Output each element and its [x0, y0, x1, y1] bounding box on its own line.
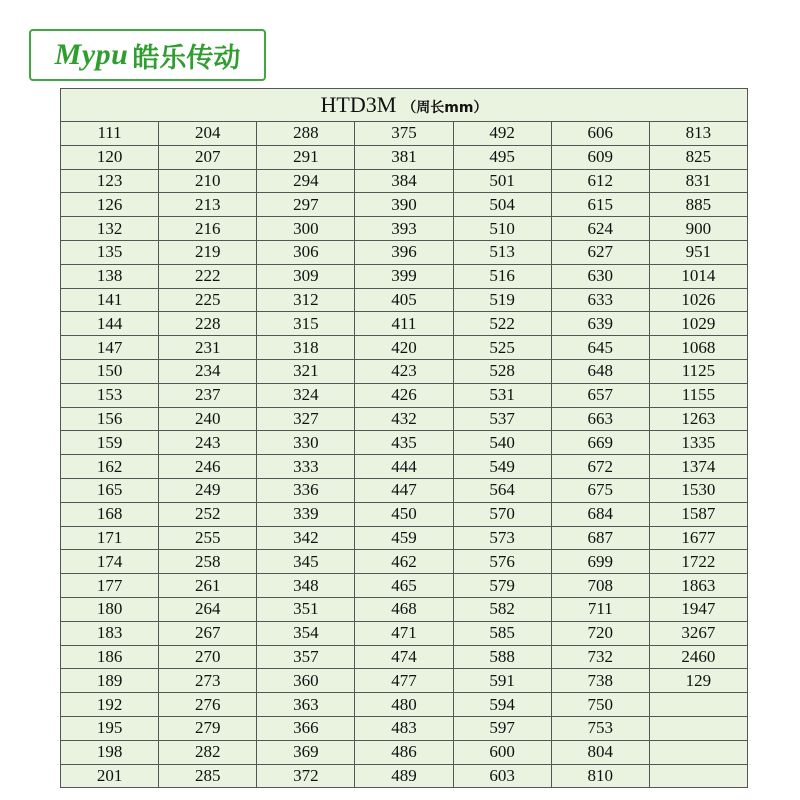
- table-cell: 597: [453, 716, 551, 740]
- table-cell: 345: [257, 550, 355, 574]
- table-cell: 252: [159, 502, 257, 526]
- table-row: [61, 217, 748, 241]
- table-cell: 624: [551, 217, 649, 241]
- table-cell: 132: [61, 217, 159, 241]
- table-cell: 321: [257, 359, 355, 383]
- table-cell: [649, 693, 747, 717]
- table-cell: 213: [159, 193, 257, 217]
- table-cell: 330: [257, 431, 355, 455]
- table-cell: 1335: [649, 431, 747, 455]
- table-cell: 129: [649, 669, 747, 693]
- table-cell: 711: [551, 597, 649, 621]
- table-cell: 699: [551, 550, 649, 574]
- table-cell: 405: [355, 288, 453, 312]
- table-row: [61, 526, 748, 550]
- table-cell: 489: [355, 764, 453, 788]
- table-cell: 633: [551, 288, 649, 312]
- table-cell: 594: [453, 693, 551, 717]
- table-row: [61, 407, 748, 431]
- table-row: [61, 431, 748, 455]
- table-cell: 249: [159, 478, 257, 502]
- table-row: [61, 383, 748, 407]
- table-cell: 255: [159, 526, 257, 550]
- table-cell: 207: [159, 145, 257, 169]
- table-cell: 504: [453, 193, 551, 217]
- table-cell: 354: [257, 621, 355, 645]
- table-cell: 813: [649, 122, 747, 146]
- table-row: [61, 669, 748, 693]
- table-cell: 657: [551, 383, 649, 407]
- table-cell: 471: [355, 621, 453, 645]
- table-cell: 450: [355, 502, 453, 526]
- table-cell: 486: [355, 740, 453, 764]
- table-cell: 519: [453, 288, 551, 312]
- brand-logo: [29, 29, 266, 81]
- table-row: [61, 693, 748, 717]
- table-cell: 738: [551, 669, 649, 693]
- table-cell: 525: [453, 336, 551, 360]
- table-cell: 426: [355, 383, 453, 407]
- table-cell: 306: [257, 240, 355, 264]
- table-cell: 1374: [649, 455, 747, 479]
- table-cell: [649, 716, 747, 740]
- table-cell: 165: [61, 478, 159, 502]
- table-row: [61, 122, 748, 146]
- table-body: [61, 122, 748, 788]
- table-cell: 1530: [649, 478, 747, 502]
- table-cell: 480: [355, 693, 453, 717]
- table-cell: 360: [257, 669, 355, 693]
- table-cell: 336: [257, 478, 355, 502]
- table-cell: 150: [61, 359, 159, 383]
- table-cell: 348: [257, 574, 355, 598]
- table-cell: 273: [159, 669, 257, 693]
- table-cell: 630: [551, 264, 649, 288]
- table-cell: 261: [159, 574, 257, 598]
- table-cell: 135: [61, 240, 159, 264]
- table-cell: 639: [551, 312, 649, 336]
- table-title-text: HTD3M: [320, 92, 397, 117]
- table-cell: 216: [159, 217, 257, 241]
- table-cell: 1026: [649, 288, 747, 312]
- table-cell: 645: [551, 336, 649, 360]
- table-cell: 144: [61, 312, 159, 336]
- table-cell: 588: [453, 645, 551, 669]
- table-cell: 474: [355, 645, 453, 669]
- table-cell: 627: [551, 240, 649, 264]
- table-cell: 279: [159, 716, 257, 740]
- table-cell: 366: [257, 716, 355, 740]
- table-cell: 153: [61, 383, 159, 407]
- table-row: [61, 716, 748, 740]
- table-cell: 363: [257, 693, 355, 717]
- table-cell: 669: [551, 431, 649, 455]
- table-cell: 606: [551, 122, 649, 146]
- table-row: [61, 597, 748, 621]
- table-cell: 282: [159, 740, 257, 764]
- table-row: [61, 336, 748, 360]
- table-cell: 384: [355, 169, 453, 193]
- table-cell: 198: [61, 740, 159, 764]
- table-cell: 579: [453, 574, 551, 598]
- table-cell: 339: [257, 502, 355, 526]
- table-unit-text: （周长mm）: [402, 100, 488, 116]
- logo-latin-text: Mypu: [54, 38, 129, 71]
- table-cell: 1677: [649, 526, 747, 550]
- table-cell: 603: [453, 764, 551, 788]
- table-row: [61, 455, 748, 479]
- table-row: [61, 169, 748, 193]
- table-cell: 435: [355, 431, 453, 455]
- table-cell: 300: [257, 217, 355, 241]
- table-cell: 204: [159, 122, 257, 146]
- table-cell: 1155: [649, 383, 747, 407]
- table-cell: 753: [551, 716, 649, 740]
- table-row: [61, 645, 748, 669]
- table-cell: 138: [61, 264, 159, 288]
- table-cell: 420: [355, 336, 453, 360]
- table-cell: 237: [159, 383, 257, 407]
- table-cell: 342: [257, 526, 355, 550]
- table-cell: 210: [159, 169, 257, 193]
- table-cell: 516: [453, 264, 551, 288]
- table-cell: 501: [453, 169, 551, 193]
- table-cell: 1263: [649, 407, 747, 431]
- table-cell: 375: [355, 122, 453, 146]
- table-cell: 234: [159, 359, 257, 383]
- table-cell: 531: [453, 383, 551, 407]
- table-cell: 228: [159, 312, 257, 336]
- table-row: [61, 312, 748, 336]
- table-cell: 672: [551, 455, 649, 479]
- table-cell: 120: [61, 145, 159, 169]
- table-cell: 513: [453, 240, 551, 264]
- table-cell: 189: [61, 669, 159, 693]
- table-row: [61, 740, 748, 764]
- table-cell: 1125: [649, 359, 747, 383]
- table-cell: 156: [61, 407, 159, 431]
- table-cell: 231: [159, 336, 257, 360]
- table-row: [61, 193, 748, 217]
- table-cell: 609: [551, 145, 649, 169]
- table-cell: 291: [257, 145, 355, 169]
- table-cell: 612: [551, 169, 649, 193]
- table-cell: 324: [257, 383, 355, 407]
- table-cell: 243: [159, 431, 257, 455]
- table-cell: 3267: [649, 621, 747, 645]
- table-cell: 126: [61, 193, 159, 217]
- table-cell: 294: [257, 169, 355, 193]
- table-cell: 1029: [649, 312, 747, 336]
- table-cell: 687: [551, 526, 649, 550]
- table-cell: 684: [551, 502, 649, 526]
- table-cell: 582: [453, 597, 551, 621]
- table-cell: 576: [453, 550, 551, 574]
- table-cell: 162: [61, 455, 159, 479]
- table-cell: 1947: [649, 597, 747, 621]
- table-cell: 183: [61, 621, 159, 645]
- table-cell: 1863: [649, 574, 747, 598]
- table-cell: 219: [159, 240, 257, 264]
- table-cell: 1722: [649, 550, 747, 574]
- table-row: [61, 502, 748, 526]
- table-row: [61, 550, 748, 574]
- table-cell: 372: [257, 764, 355, 788]
- table-cell: 459: [355, 526, 453, 550]
- table-row: [61, 621, 748, 645]
- table-cell: 315: [257, 312, 355, 336]
- table-cell: 573: [453, 526, 551, 550]
- table-cell: 270: [159, 645, 257, 669]
- table-cell: 381: [355, 145, 453, 169]
- table-row: [61, 359, 748, 383]
- table-cell: 900: [649, 217, 747, 241]
- table-cell: 825: [649, 145, 747, 169]
- table-cell: 462: [355, 550, 453, 574]
- table-cell: 522: [453, 312, 551, 336]
- table-cell: 447: [355, 478, 453, 502]
- table-cell: 309: [257, 264, 355, 288]
- table-cell: 591: [453, 669, 551, 693]
- table-cell: 885: [649, 193, 747, 217]
- table-cell: 495: [453, 145, 551, 169]
- table-row: [61, 240, 748, 264]
- table-cell: 600: [453, 740, 551, 764]
- table-cell: 285: [159, 764, 257, 788]
- table-cell: 432: [355, 407, 453, 431]
- table-cell: 201: [61, 764, 159, 788]
- table-cell: 111: [61, 122, 159, 146]
- table-cell: 510: [453, 217, 551, 241]
- table-cell: 225: [159, 288, 257, 312]
- belt-length-table-container: [60, 88, 748, 788]
- table-cell: 297: [257, 193, 355, 217]
- table-cell: 177: [61, 574, 159, 598]
- table-cell: 810: [551, 764, 649, 788]
- table-cell: 732: [551, 645, 649, 669]
- table-cell: 483: [355, 716, 453, 740]
- table-cell: 393: [355, 217, 453, 241]
- table-cell: 174: [61, 550, 159, 574]
- table-row: [61, 478, 748, 502]
- table-cell: 444: [355, 455, 453, 479]
- table-title: [61, 89, 748, 122]
- table-cell: 831: [649, 169, 747, 193]
- table-row: [61, 264, 748, 288]
- table-cell: 804: [551, 740, 649, 764]
- table-cell: 663: [551, 407, 649, 431]
- logo-cjk-text: 皓乐传动: [132, 42, 241, 74]
- table-cell: 423: [355, 359, 453, 383]
- table-cell: 1068: [649, 336, 747, 360]
- table-cell: 357: [257, 645, 355, 669]
- table-cell: 333: [257, 455, 355, 479]
- table-cell: 240: [159, 407, 257, 431]
- table-cell: 411: [355, 312, 453, 336]
- table-cell: 369: [257, 740, 355, 764]
- table-cell: 327: [257, 407, 355, 431]
- table-row: [61, 574, 748, 598]
- table-cell: 549: [453, 455, 551, 479]
- table-cell: 264: [159, 597, 257, 621]
- table-cell: 318: [257, 336, 355, 360]
- table-row: [61, 288, 748, 312]
- table-cell: 528: [453, 359, 551, 383]
- table-cell: 186: [61, 645, 159, 669]
- table-cell: 477: [355, 669, 453, 693]
- table-cell: 492: [453, 122, 551, 146]
- table-cell: 123: [61, 169, 159, 193]
- table-cell: 2460: [649, 645, 747, 669]
- table-cell: [649, 764, 747, 788]
- table-cell: 951: [649, 240, 747, 264]
- table-row: [61, 145, 748, 169]
- table-cell: 1014: [649, 264, 747, 288]
- table-cell: 465: [355, 574, 453, 598]
- table-cell: 276: [159, 693, 257, 717]
- table-cell: 147: [61, 336, 159, 360]
- table-cell: 171: [61, 526, 159, 550]
- table-cell: 351: [257, 597, 355, 621]
- table-cell: 141: [61, 288, 159, 312]
- table-cell: 468: [355, 597, 453, 621]
- table-cell: 258: [159, 550, 257, 574]
- table-cell: 750: [551, 693, 649, 717]
- table-cell: 288: [257, 122, 355, 146]
- table-cell: 195: [61, 716, 159, 740]
- table-cell: 537: [453, 407, 551, 431]
- table-cell: 540: [453, 431, 551, 455]
- table-cell: 564: [453, 478, 551, 502]
- table-cell: 720: [551, 621, 649, 645]
- table-cell: 648: [551, 359, 649, 383]
- table-cell: 570: [453, 502, 551, 526]
- table-cell: 192: [61, 693, 159, 717]
- belt-length-table: [60, 88, 748, 788]
- table-header-row: [61, 89, 748, 122]
- table-cell: [649, 740, 747, 764]
- table-cell: 675: [551, 478, 649, 502]
- table-cell: 246: [159, 455, 257, 479]
- table-cell: 708: [551, 574, 649, 598]
- table-cell: 399: [355, 264, 453, 288]
- table-cell: 159: [61, 431, 159, 455]
- table-row: [61, 764, 748, 788]
- table-cell: 585: [453, 621, 551, 645]
- table-cell: 312: [257, 288, 355, 312]
- table-cell: 222: [159, 264, 257, 288]
- table-cell: 396: [355, 240, 453, 264]
- table-cell: 267: [159, 621, 257, 645]
- table-cell: 390: [355, 193, 453, 217]
- table-cell: 168: [61, 502, 159, 526]
- table-cell: 1587: [649, 502, 747, 526]
- table-cell: 180: [61, 597, 159, 621]
- table-cell: 615: [551, 193, 649, 217]
